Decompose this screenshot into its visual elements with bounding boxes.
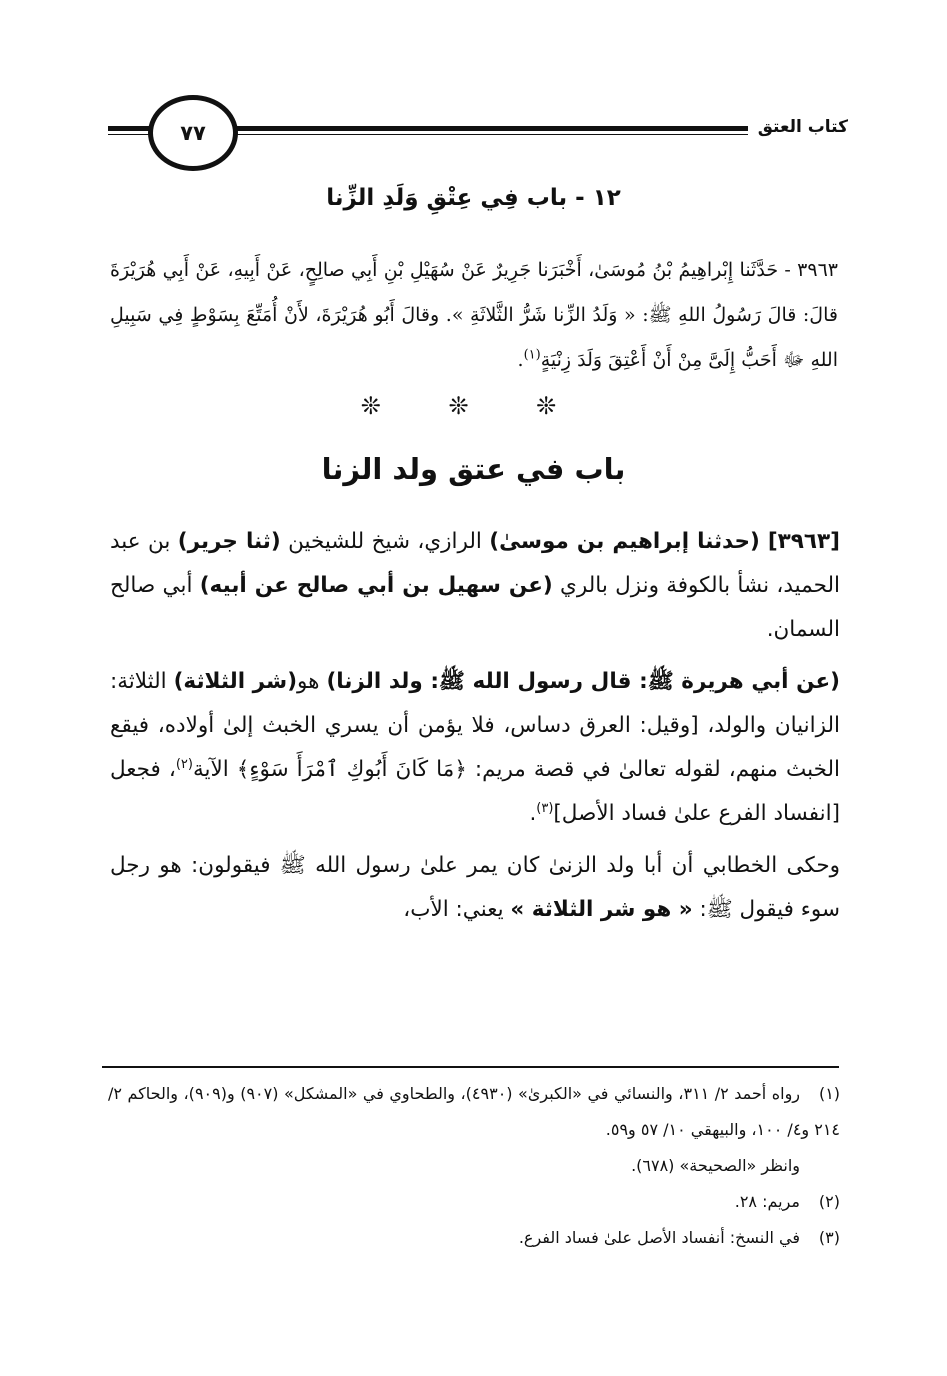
quoted-hadith: (عن أبي هريرة ﷺ: قال رسول الله ﷺ: ولد الزنا) [326,669,841,694]
footnote-rule [102,1066,839,1068]
footnote-ref-2: (٢) [175,756,193,772]
footnote-2 [108,1184,840,1220]
commentary-text: الرازي، شيخ للشيخين [280,529,490,554]
page-header [108,95,848,167]
footnote-text: في النسخ: أنفساد الأصل علىٰ فساد الفرع. [518,1228,800,1247]
hadith-body: ٣٩٦٣ - حَدَّثَنا إِبْراهِيمُ بْنُ مُوسَىٰ، أَخْبَرَنا جَرِيرٌ عَنْ سُهَيْلِ بْنِ أَبِي صالِحٍ، عَنْ أَبِيهِ، عَنْ أَبِي هُرَيْرَةَ قالَ: قالَ رَسُولُ اللهِ ﷺ: « وَلَدُ الزِّنا شَرُّ الثَّلاثَةِ ». وقالَ أَبُو هُرَيْرَةَ، لأَنْ أُمَتِّعَ بِسَوْطٍ فِي سَبِيلِ اللهِ ﷻ أَحَبُّ إِلَىَّ مِنْ أَنْ أَعْتِقَ وَلَدَ زِنْيَةٍ [110,259,838,371]
footnote-1 [108,1076,840,1148]
commentary-text: يعني: الأب، [403,897,511,922]
footnotes [108,1076,840,1256]
commentary-paragraph-3 [110,844,840,932]
commentary [110,520,840,940]
section-separator: ❊ ❊ ❊ [360,392,587,420]
footnote-number: (٣) [818,1228,840,1247]
commentary-text: بن عبد الحميد، نشأ بالكوفة ونزل بالري [110,529,840,598]
commentary-text: ، فجعل [انفساد الفرع علىٰ فساد الأصل] [110,757,840,826]
footnote-text: رواه أحمد ٢/ ٣١١، والنسائي في «الكبرىٰ» (٤٩٣٠)، والطحاوي في «المشكل» (٩٠٧) و(٩٠٩)، والحاكم ٢/ ٢١٤ و٤/ ١٠٠، والبيهقي ١٠/ ٥٧ و٥٩. [108,1084,840,1139]
footnote-ref-3: (٣) [536,800,554,816]
commentary-paragraph-2 [110,660,840,836]
footnote-ref-1: (١) [523,347,541,363]
book-title: كتاب العتق [748,115,848,139]
commentary-heading: باب في عتق ولد الزنا [321,452,626,486]
quoted-phrase: « هو شر الثلاثة » [510,897,693,922]
footnote-3 [108,1220,840,1256]
commentary-text: وحكى الخطابي أن أبا ولد الزنىٰ كان يمر علىٰ رسول الله ﷺ فيقولون: هو رجل سوء فيقول ﷺ: [110,853,840,922]
narrator-chain-3: (عن سهيل بن أبي صالح عن أبيه) [199,573,553,598]
footnote-text: مريم: ٢٨. [734,1192,800,1211]
footnote-number: (١) [818,1084,841,1103]
page-number: ٧٧ [148,95,238,171]
commentary-text: هو [297,669,327,694]
narrator-chain-2: (ثنا جرير) [177,529,281,554]
hadith-text [110,248,838,383]
footnote-1-continued: وانظر «الصحيحة» (٦٧٨). [631,1156,800,1175]
narrator-chain-1: [٣٩٦٣] (حدثنا إبراهيم بن موسىٰ) [489,529,840,554]
hadith-end: . [517,349,524,371]
commentary-text: . [529,801,537,826]
footnote-number: (٢) [818,1192,840,1211]
commentary-paragraph-1 [110,520,840,652]
chapter-heading: ١٢ - باب فِي عِتْقِ وَلَدِ الزِّنا [326,185,621,211]
quoted-phrase: (شر الثلاثة) [173,669,298,694]
commentary-text: أبي صالح السمان. [110,573,840,642]
commentary-text: الثلاثة: الزانيان والولد، [وقيل: العرق دساس، فلا يؤمن أن يسري الخبث إلىٰ أولاده، فيقع الخبث منهم، لقوله تعالىٰ في قصة مريم: ﴿مَا كَانَ أَبُوكِ ٱمْرَأَ سَوْءٍ﴾ الآية [110,669,840,782]
